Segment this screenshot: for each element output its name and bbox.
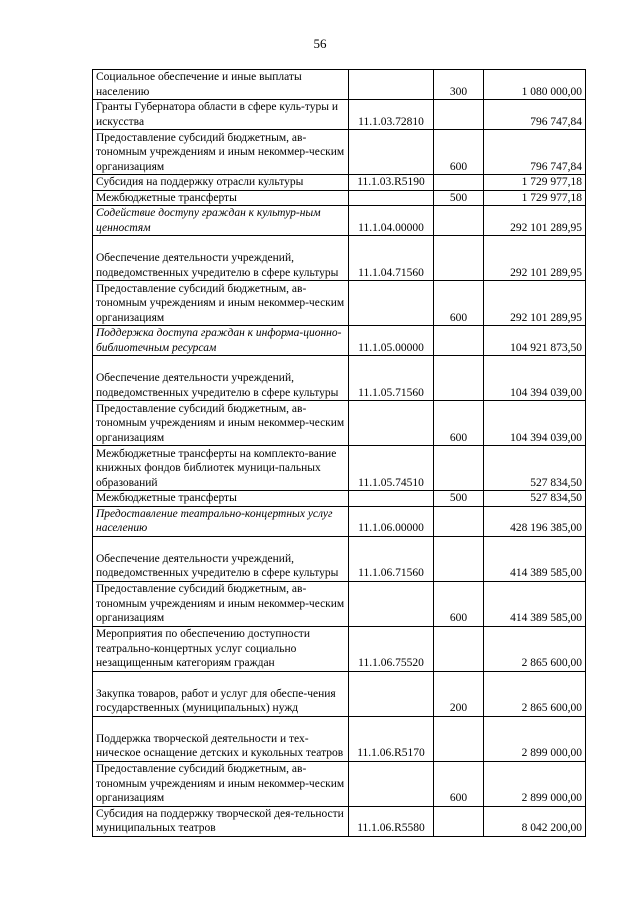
row-code: 11.1.05.00000: [349, 326, 434, 356]
row-sum: 414 389 585,00: [484, 536, 586, 581]
table-row: [93, 326, 586, 356]
row-name: Предоставление театрально-концертных услуг населению: [93, 506, 349, 536]
row-name: Предоставление субсидий бюджетным, ав-тономным учреждениям и иным некоммер-ческим организациям: [93, 581, 349, 626]
row-code: 11.1.06.R5170: [349, 716, 434, 761]
table-row: [93, 100, 586, 130]
table-row: [93, 806, 586, 836]
table-row: [93, 491, 586, 507]
row-expense-type: 500: [434, 190, 484, 206]
row-code: [349, 190, 434, 206]
row-expense-type: 200: [434, 671, 484, 716]
row-sum: 527 834,50: [484, 446, 586, 491]
row-name: Обеспечение деятельности учреждений, подведомственных учредителю в сфере культуры: [93, 536, 349, 581]
row-name: Закупка товаров, работ и услуг для обеспе-чения государственных (муниципальных) нужд: [93, 671, 349, 716]
row-expense-type: [434, 506, 484, 536]
row-code: [349, 761, 434, 806]
row-expense-type: 500: [434, 491, 484, 507]
table-row: [93, 671, 586, 716]
row-expense-type: 600: [434, 130, 484, 175]
row-expense-type: [434, 806, 484, 836]
row-code: 11.1.06.R5580: [349, 806, 434, 836]
budget-table: [92, 69, 586, 837]
row-sum: 796 747,84: [484, 100, 586, 130]
row-sum: 2 899 000,00: [484, 716, 586, 761]
table-row: [93, 626, 586, 671]
row-code: 11.1.04.00000: [349, 206, 434, 236]
row-sum: 2 899 000,00: [484, 761, 586, 806]
row-expense-type: 600: [434, 401, 484, 446]
row-expense-type: 300: [434, 70, 484, 100]
row-sum: 1 080 000,00: [484, 70, 586, 100]
row-code: 11.1.06.71560: [349, 536, 434, 581]
row-code: 11.1.05.74510: [349, 446, 434, 491]
row-code: [349, 671, 434, 716]
table-row: [93, 236, 586, 281]
table-row: [93, 536, 586, 581]
row-code: [349, 581, 434, 626]
row-sum: 527 834,50: [484, 491, 586, 507]
row-expense-type: [434, 206, 484, 236]
row-name: Гранты Губернатора области в сфере куль-туры и искусства: [93, 100, 349, 130]
table-row: [93, 761, 586, 806]
table-row: [93, 190, 586, 206]
row-sum: 104 921 873,50: [484, 326, 586, 356]
row-sum: 292 101 289,95: [484, 281, 586, 326]
table-row: [93, 281, 586, 326]
row-name: Поддержка творческой деятельности и тех-ническое оснащение детских и кукольных театров: [93, 716, 349, 761]
row-sum: 414 389 585,00: [484, 581, 586, 626]
row-code: [349, 130, 434, 175]
row-expense-type: 600: [434, 761, 484, 806]
budget-table-body: [93, 70, 586, 837]
row-code: 11.1.05.71560: [349, 356, 434, 401]
row-expense-type: [434, 326, 484, 356]
row-name: Предоставление субсидий бюджетным, ав-тономным учреждениям и иным некоммер-ческим организациям: [93, 281, 349, 326]
row-name: Обеспечение деятельности учреждений, подведомственных учредителю в сфере культуры: [93, 356, 349, 401]
row-expense-type: 600: [434, 281, 484, 326]
row-name: Межбюджетные трансферты: [93, 491, 349, 507]
page-number: 56: [313, 36, 327, 51]
row-code: 11.1.04.71560: [349, 236, 434, 281]
table-row: [93, 70, 586, 100]
table-row: [93, 716, 586, 761]
row-expense-type: [434, 536, 484, 581]
row-expense-type: [434, 356, 484, 401]
row-code: [349, 281, 434, 326]
row-name: Предоставление субсидий бюджетным, ав-тономным учреждениям и иным некоммер-ческим организациям: [93, 401, 349, 446]
row-expense-type: [434, 236, 484, 281]
row-name: Межбюджетные трансферты на комплекто-вание книжных фондов библиотек муници-пальных образований: [93, 446, 349, 491]
row-name: Предоставление субсидий бюджетным, ав-тономным учреждениям и иным некоммер-ческим организациям: [93, 130, 349, 175]
row-sum: 292 101 289,95: [484, 236, 586, 281]
row-expense-type: [434, 626, 484, 671]
row-sum: 1 729 977,18: [484, 175, 586, 191]
row-code: [349, 491, 434, 507]
row-name: Мероприятия по обеспечению доступности театрально-концертных услуг социально незащищенным категориям граждан: [93, 626, 349, 671]
row-sum: 8 042 200,00: [484, 806, 586, 836]
table-row: [93, 581, 586, 626]
row-name: Субсидия на поддержку отрасли культуры: [93, 175, 349, 191]
row-sum: 292 101 289,95: [484, 206, 586, 236]
row-sum: 2 865 600,00: [484, 626, 586, 671]
table-row: [93, 175, 586, 191]
row-expense-type: 600: [434, 581, 484, 626]
row-sum: 2 865 600,00: [484, 671, 586, 716]
row-expense-type: [434, 175, 484, 191]
row-code: 11.1.06.75520: [349, 626, 434, 671]
row-name: Предоставление субсидий бюджетным, ав-тономным учреждениям и иным некоммер-ческим организациям: [93, 761, 349, 806]
table-row: [93, 206, 586, 236]
row-name: Поддержка доступа граждан к информа-ционно-библиотечным ресурсам: [93, 326, 349, 356]
row-sum: 1 729 977,18: [484, 190, 586, 206]
row-expense-type: [434, 100, 484, 130]
row-code: 11.1.03.72810: [349, 100, 434, 130]
row-name: Субсидия на поддержку творческой дея-тельности муниципальных театров: [93, 806, 349, 836]
table-row: [93, 506, 586, 536]
row-sum: 104 394 039,00: [484, 356, 586, 401]
table-row: [93, 446, 586, 491]
row-name: Социальное обеспечение и иные выплаты населению: [93, 70, 349, 100]
row-sum: 428 196 385,00: [484, 506, 586, 536]
row-sum: 796 747,84: [484, 130, 586, 175]
row-code: [349, 401, 434, 446]
row-sum: 104 394 039,00: [484, 401, 586, 446]
row-name: Содействие доступу граждан к культур-ным ценностям: [93, 206, 349, 236]
row-code: [349, 70, 434, 100]
table-row: [93, 401, 586, 446]
table-row: [93, 130, 586, 175]
row-code: 11.1.06.00000: [349, 506, 434, 536]
row-code: 11.1.03.R5190: [349, 175, 434, 191]
row-name: Обеспечение деятельности учреждений, подведомственных учредителю в сфере культуры: [93, 236, 349, 281]
row-expense-type: [434, 446, 484, 491]
row-name: Межбюджетные трансферты: [93, 190, 349, 206]
row-expense-type: [434, 716, 484, 761]
table-row: [93, 356, 586, 401]
